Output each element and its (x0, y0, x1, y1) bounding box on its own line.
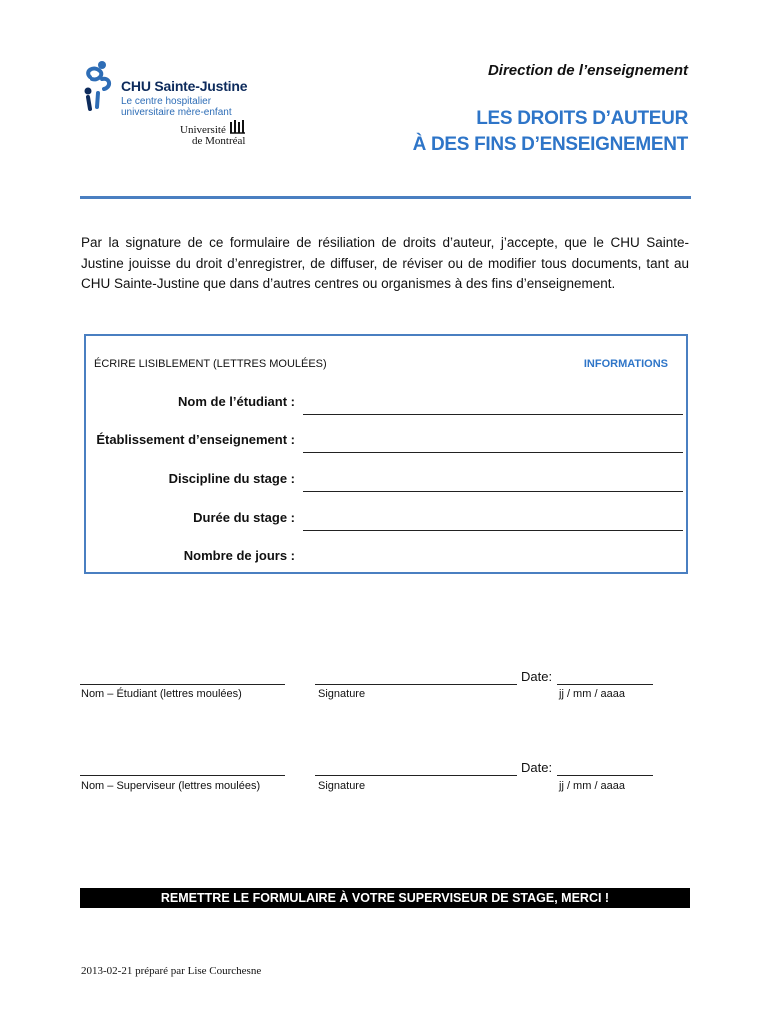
form-section-label: INFORMATIONS (583, 358, 668, 370)
field-discipline[interactable] (303, 491, 683, 492)
footer-prepared-by: 2013-02-21 préparé par Lise Courchesne (81, 965, 262, 977)
department-name: Direction de l’enseignement (487, 62, 688, 79)
supervisor-name-caption: Nom – Superviseur (lettres moulées) (81, 780, 261, 792)
partner-name: de Montréal (192, 135, 246, 147)
supervisor-signature-line[interactable] (315, 775, 517, 776)
date-label: Date: (521, 669, 553, 684)
field-duration[interactable] (303, 530, 683, 531)
chu-logo-icon (80, 55, 116, 111)
document-title: À DES FINS D’ENSEIGNEMENT (412, 134, 688, 155)
student-date-line[interactable] (557, 684, 653, 685)
logo-title: CHU Sainte-Justine (121, 78, 248, 94)
information-form-box (84, 334, 688, 574)
supervisor-date-line[interactable] (557, 775, 653, 776)
field-label-days: Nombre de jours : (183, 548, 295, 563)
field-label-institution: Établissement d’enseignement : (96, 432, 295, 447)
intro-paragraph: Par la signature de ce formulaire de résiliation de droits d’auteur, j’accepte, que le CHU Sainte-Justine jouisse du droit d’enregistrer, de diffuser, de réviser ou de modifier tous documents, tant au CHU Sainte-Justine que dans d’autres centres ou organismes à des fins d’enseignement. (81, 235, 689, 291)
document-title: LES DROITS D’AUTEUR (476, 108, 688, 129)
date-format-caption: jj / mm / aaaa (559, 780, 626, 792)
return-form-banner: REMETTRE LE FORMULAIRE À VOTRE SUPERVISEUR DE STAGE, MERCI ! (80, 888, 690, 908)
udem-logo-icon (229, 118, 247, 134)
student-name-line[interactable] (80, 684, 285, 685)
student-signature-line[interactable] (315, 684, 517, 685)
field-label-student-name: Nom de l’étudiant : (178, 394, 295, 409)
signature-caption: Signature (318, 688, 366, 700)
field-student-name[interactable] (303, 414, 683, 415)
form-instruction: ÉCRIRE LISIBLEMENT (LETTRES MOULÉES) (94, 358, 327, 370)
date-label: Date: (521, 760, 553, 775)
field-label-discipline: Discipline du stage : (168, 471, 295, 486)
student-name-caption: Nom – Étudiant (lettres moulées) (81, 688, 242, 700)
partner-name: Université (180, 124, 226, 136)
field-institution[interactable] (303, 452, 683, 453)
field-label-duration: Durée du stage : (193, 510, 295, 525)
date-format-caption: jj / mm / aaaa (559, 688, 626, 700)
supervisor-name-line[interactable] (80, 775, 285, 776)
header-divider (80, 196, 691, 199)
logo-subtitle: Le centre hospitalier (121, 96, 212, 107)
logo-subtitle: universitaire mère-enfant (121, 107, 232, 118)
signature-caption: Signature (318, 780, 366, 792)
